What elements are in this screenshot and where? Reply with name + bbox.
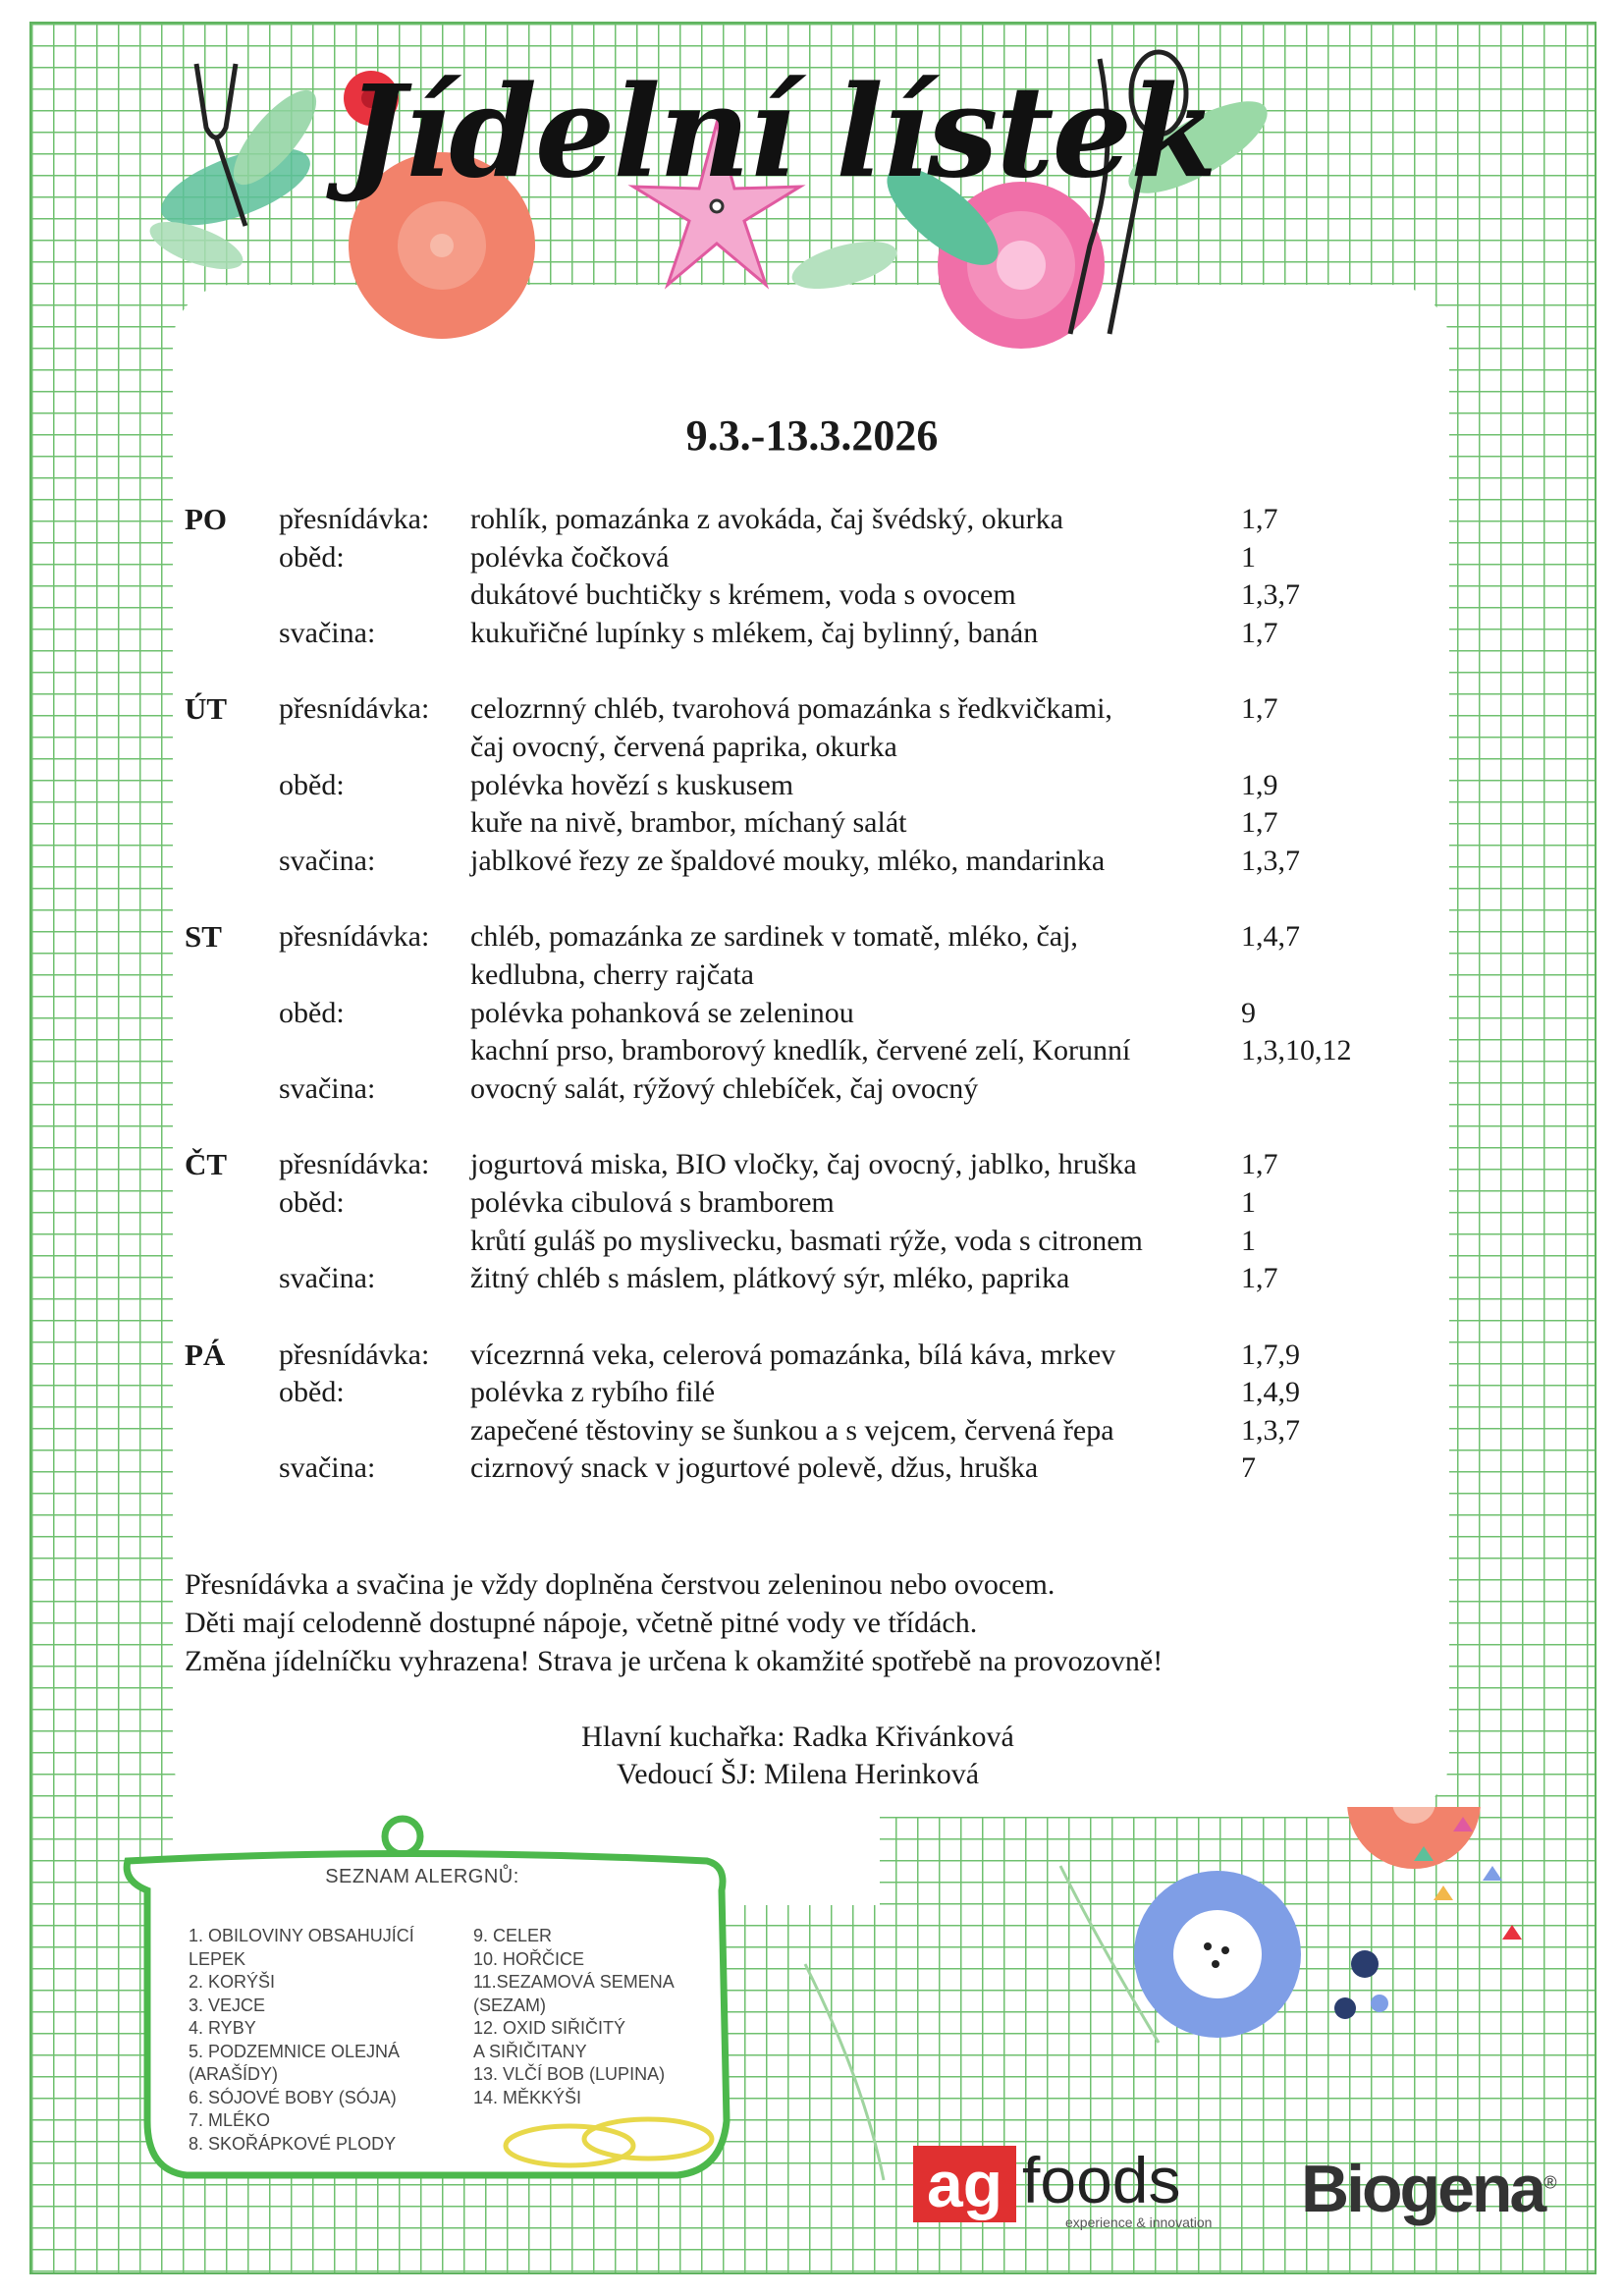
registered-mark: ® [1543,2172,1557,2193]
allergen-item: 13. VLČÍ BOB (LUPINA) [473,2064,666,2084]
dish-text: chléb, pomazánka ze sardinek v tomatě, mléko, čaj, [470,920,1078,954]
allergen-item: 1. OBILOVINY OBSAHUJÍCÍ [189,1926,414,1945]
menu-row [185,1337,1422,1375]
manager-signature: Vedoucí ŠJ: Milena Herinková [616,1758,980,1790]
menu-row [185,729,1422,767]
day-label: PÁ [185,1337,226,1372]
menu-row [185,1412,1422,1450]
chef-signature: Hlavní kuchařka: Radka Křivánková [581,1721,1014,1753]
menu-row [185,1449,1422,1488]
signatures [0,1719,1596,1793]
day-block-po [185,501,1422,652]
allergen-codes: 1,3,7 [1241,844,1300,877]
menu-row [185,804,1422,843]
agfoods-logo-ag: ag [913,2146,1016,2222]
meal-label: oběd: [279,540,345,574]
allergen-codes: 1,9 [1241,768,1278,801]
menu-row [185,957,1422,995]
allergen-item: 2. KORÝŠI [189,1972,276,1992]
menu-row [185,615,1422,653]
meal-label: přesnídávka: [279,503,430,535]
meal-label [279,1412,470,1450]
allergen-codes: 7 [1241,1451,1256,1485]
dish-text: žitný chléb s máslem, plátkový sýr, mléko, paprika [470,1262,1070,1295]
meal-label [279,576,470,615]
allergen-item: 6. SÓJOVÉ BOBY (SÓJA) [189,2087,397,2107]
allergen-codes: 1,3,7 [1241,578,1300,612]
meal-label: svačina: [279,1071,376,1105]
allergen-item: 11.SEZAMOVÁ SEMENA [473,1972,675,1992]
allergen-codes: 1,7 [1241,806,1278,840]
biogena-logo [1301,2151,1557,2227]
menu-row [185,1032,1422,1070]
meal-label: oběd: [279,1185,345,1219]
note-line: Změna jídelníčku vyhrazena! Strava je určena k okamžité spotřebě na provozovně! [185,1645,1164,1677]
allergen-codes [1241,1070,1388,1109]
allergen-codes: 1,7 [1241,1148,1278,1181]
allergen-item: 3. VEJCE [189,1995,266,2015]
menu-row [185,1184,1422,1223]
salmon-flower-small-icon [1347,1807,1481,1869]
dish-text: kachní prso, bramborový knedlík, červené zelí, Korunní [470,1034,1131,1067]
meal-label: svačina: [279,616,376,649]
dish-text: dukátové buchtičky s krémem, voda s ovocem [470,578,1016,612]
dish-text: krůtí guláš po myslivecku, basmati rýže, voda s citronem [470,1224,1143,1257]
menu-row [185,690,1422,729]
allergen-item: 4. RYBY [189,2018,256,2038]
blue-flower-icon [1134,1871,1301,2038]
dish-text: polévka čočková [470,540,670,574]
day-label: ČT [185,1147,228,1182]
day-label: ÚT [185,691,228,727]
meal-label: svačina: [279,844,376,877]
day-block-pa [185,1337,1422,1488]
allergen-item: 14. MĚKKÝŠI [473,2087,582,2107]
meal-label: svačina: [279,1262,376,1295]
weekly-menu [185,501,1422,1526]
meal-label [279,804,470,843]
allergen-item: (ARAŠÍDY) [189,2064,279,2084]
menu-row [185,995,1422,1033]
allergen-column-right [473,1925,675,2109]
allergen-codes: 1,7 [1241,503,1278,535]
allergen-item: (SEZAM) [473,1995,546,2015]
meal-label: svačina: [279,1451,376,1485]
allergen-codes [1241,957,1388,995]
allergen-codes: 1,7 [1241,1262,1278,1295]
allergen-item: 10. HOŘČICE [473,1948,585,1969]
dish-text: polévka cibulová s bramborem [470,1185,835,1219]
dish-text: čaj ovocný, červená paprika, okurka [470,730,897,763]
allergen-column-left [189,1925,414,2156]
dish-text: cizrnový snack v jogurtové polevě, džus, hruška [470,1451,1039,1485]
week-date-range: 9.3.-13.3.2026 [685,411,939,460]
menu-row [185,1223,1422,1261]
allergen-codes: 9 [1241,996,1256,1029]
allergen-item: 12. OXID SIŘIČITÝ [473,2018,626,2038]
allergen-codes: 1,3,7 [1241,1413,1300,1447]
dish-text: ovocný salát, rýžový chlebíček, čaj ovocný [470,1071,979,1105]
dish-text: vícezrnná veka, celerová pomazánka, bílá káva, mrkev [470,1338,1116,1371]
day-label: PO [185,502,228,536]
day-block-ct [185,1146,1422,1297]
allergen-codes: 1 [1241,1185,1256,1219]
meal-label [279,1223,470,1261]
menu-row [185,539,1422,577]
dish-text: zapečené těstoviny se šunkou a s vejcem, červená řepa [470,1413,1114,1447]
agfoods-logo [913,2144,1213,2230]
meal-label: oběd: [279,996,345,1029]
allergen-item: A SIŘIČITANY [473,2041,587,2061]
notes [185,1565,1461,1680]
day-label: ST [185,919,222,955]
allergen-item: 9. CELER [473,1926,553,1945]
allergen-codes: 1 [1241,540,1256,574]
day-block-ut [185,690,1422,880]
dish-text: jogurtová miska, BIO vločky, čaj ovocný, jablko, hruška [470,1148,1137,1181]
dish-text: polévka pohanková se zeleninou [470,996,854,1029]
menu-row [185,843,1422,881]
meal-label: přesnídávka: [279,920,430,954]
dish-text: polévka z rybího filé [470,1376,716,1409]
meal-label [279,1032,470,1070]
leaf-sprig-icon [805,1866,1388,2180]
meal-label: oběd: [279,1376,345,1409]
allergen-list [147,1866,727,2170]
allergen-item: 5. PODZEMNICE OLEJNÁ [189,2041,401,2061]
allergen-item: LEPEK [189,1948,246,1969]
meal-label: přesnídávka: [279,692,430,726]
dish-text: rohlík, pomazánka z avokáda, čaj švédský, okurka [470,503,1063,535]
menu-row [185,1146,1422,1184]
note-line: Děti mají celodenně dostupné nápoje, včetně pitné vody ve třídách. [185,1607,978,1639]
menu-row [185,1374,1422,1412]
menu-row [185,576,1422,615]
meal-label [279,957,470,995]
meal-label: přesnídávka: [279,1148,430,1181]
agfoods-tagline: experience & innovation [1065,2214,1213,2230]
page-title: Jídelní lístek [346,59,1216,206]
allergen-codes: 1,4,9 [1241,1376,1300,1409]
dish-text: polévka hovězí s kuskusem [470,768,794,801]
biogena-logo-text: Biogena [1301,2152,1544,2226]
meal-label: přesnídávka: [279,1338,430,1371]
dish-text: kuře na nivě, brambor, míchaný salát [470,806,907,840]
allergen-codes: 1,3,10,12 [1241,1034,1352,1067]
menu-row [185,1260,1422,1298]
agfoods-logo-foods: foods [1022,2144,1181,2216]
dish-text: kukuřičné lupínky s mlékem, čaj bylinný, banán [470,616,1039,649]
menu-row [185,918,1422,957]
menu-row [185,767,1422,805]
dish-text: celozrnný chléb, tvarohová pomazánka s ředkvičkami, [470,692,1112,726]
dish-text: kedlubna, cherry rajčata [470,957,754,991]
menu-row [185,1070,1422,1109]
allergen-codes [1241,729,1388,767]
menu-row [185,501,1422,539]
allergen-codes: 1,7,9 [1241,1338,1300,1371]
day-block-st [185,918,1422,1108]
note-line: Přesnídávka a svačina je vždy doplněna čerstvou zeleninou nebo ovocem. [185,1568,1056,1601]
allergen-item: 7. MLÉKO [189,2110,271,2130]
allergen-codes: 1,4,7 [1241,920,1300,954]
meal-label [279,729,470,767]
allergen-codes: 1,7 [1241,616,1278,649]
dish-text: jablkové řezy ze špaldové mouky, mléko, mandarinka [470,844,1106,877]
allergen-codes: 1 [1241,1224,1256,1257]
allergen-title: SEZNAM ALERGNŮ: [325,1866,519,1887]
meal-label: oběd: [279,768,345,801]
allergen-item: 8. SKOŘÁPKOVÉ PLODY [189,2133,397,2154]
allergen-codes: 1,7 [1241,692,1278,726]
leaf-icon [144,79,330,279]
